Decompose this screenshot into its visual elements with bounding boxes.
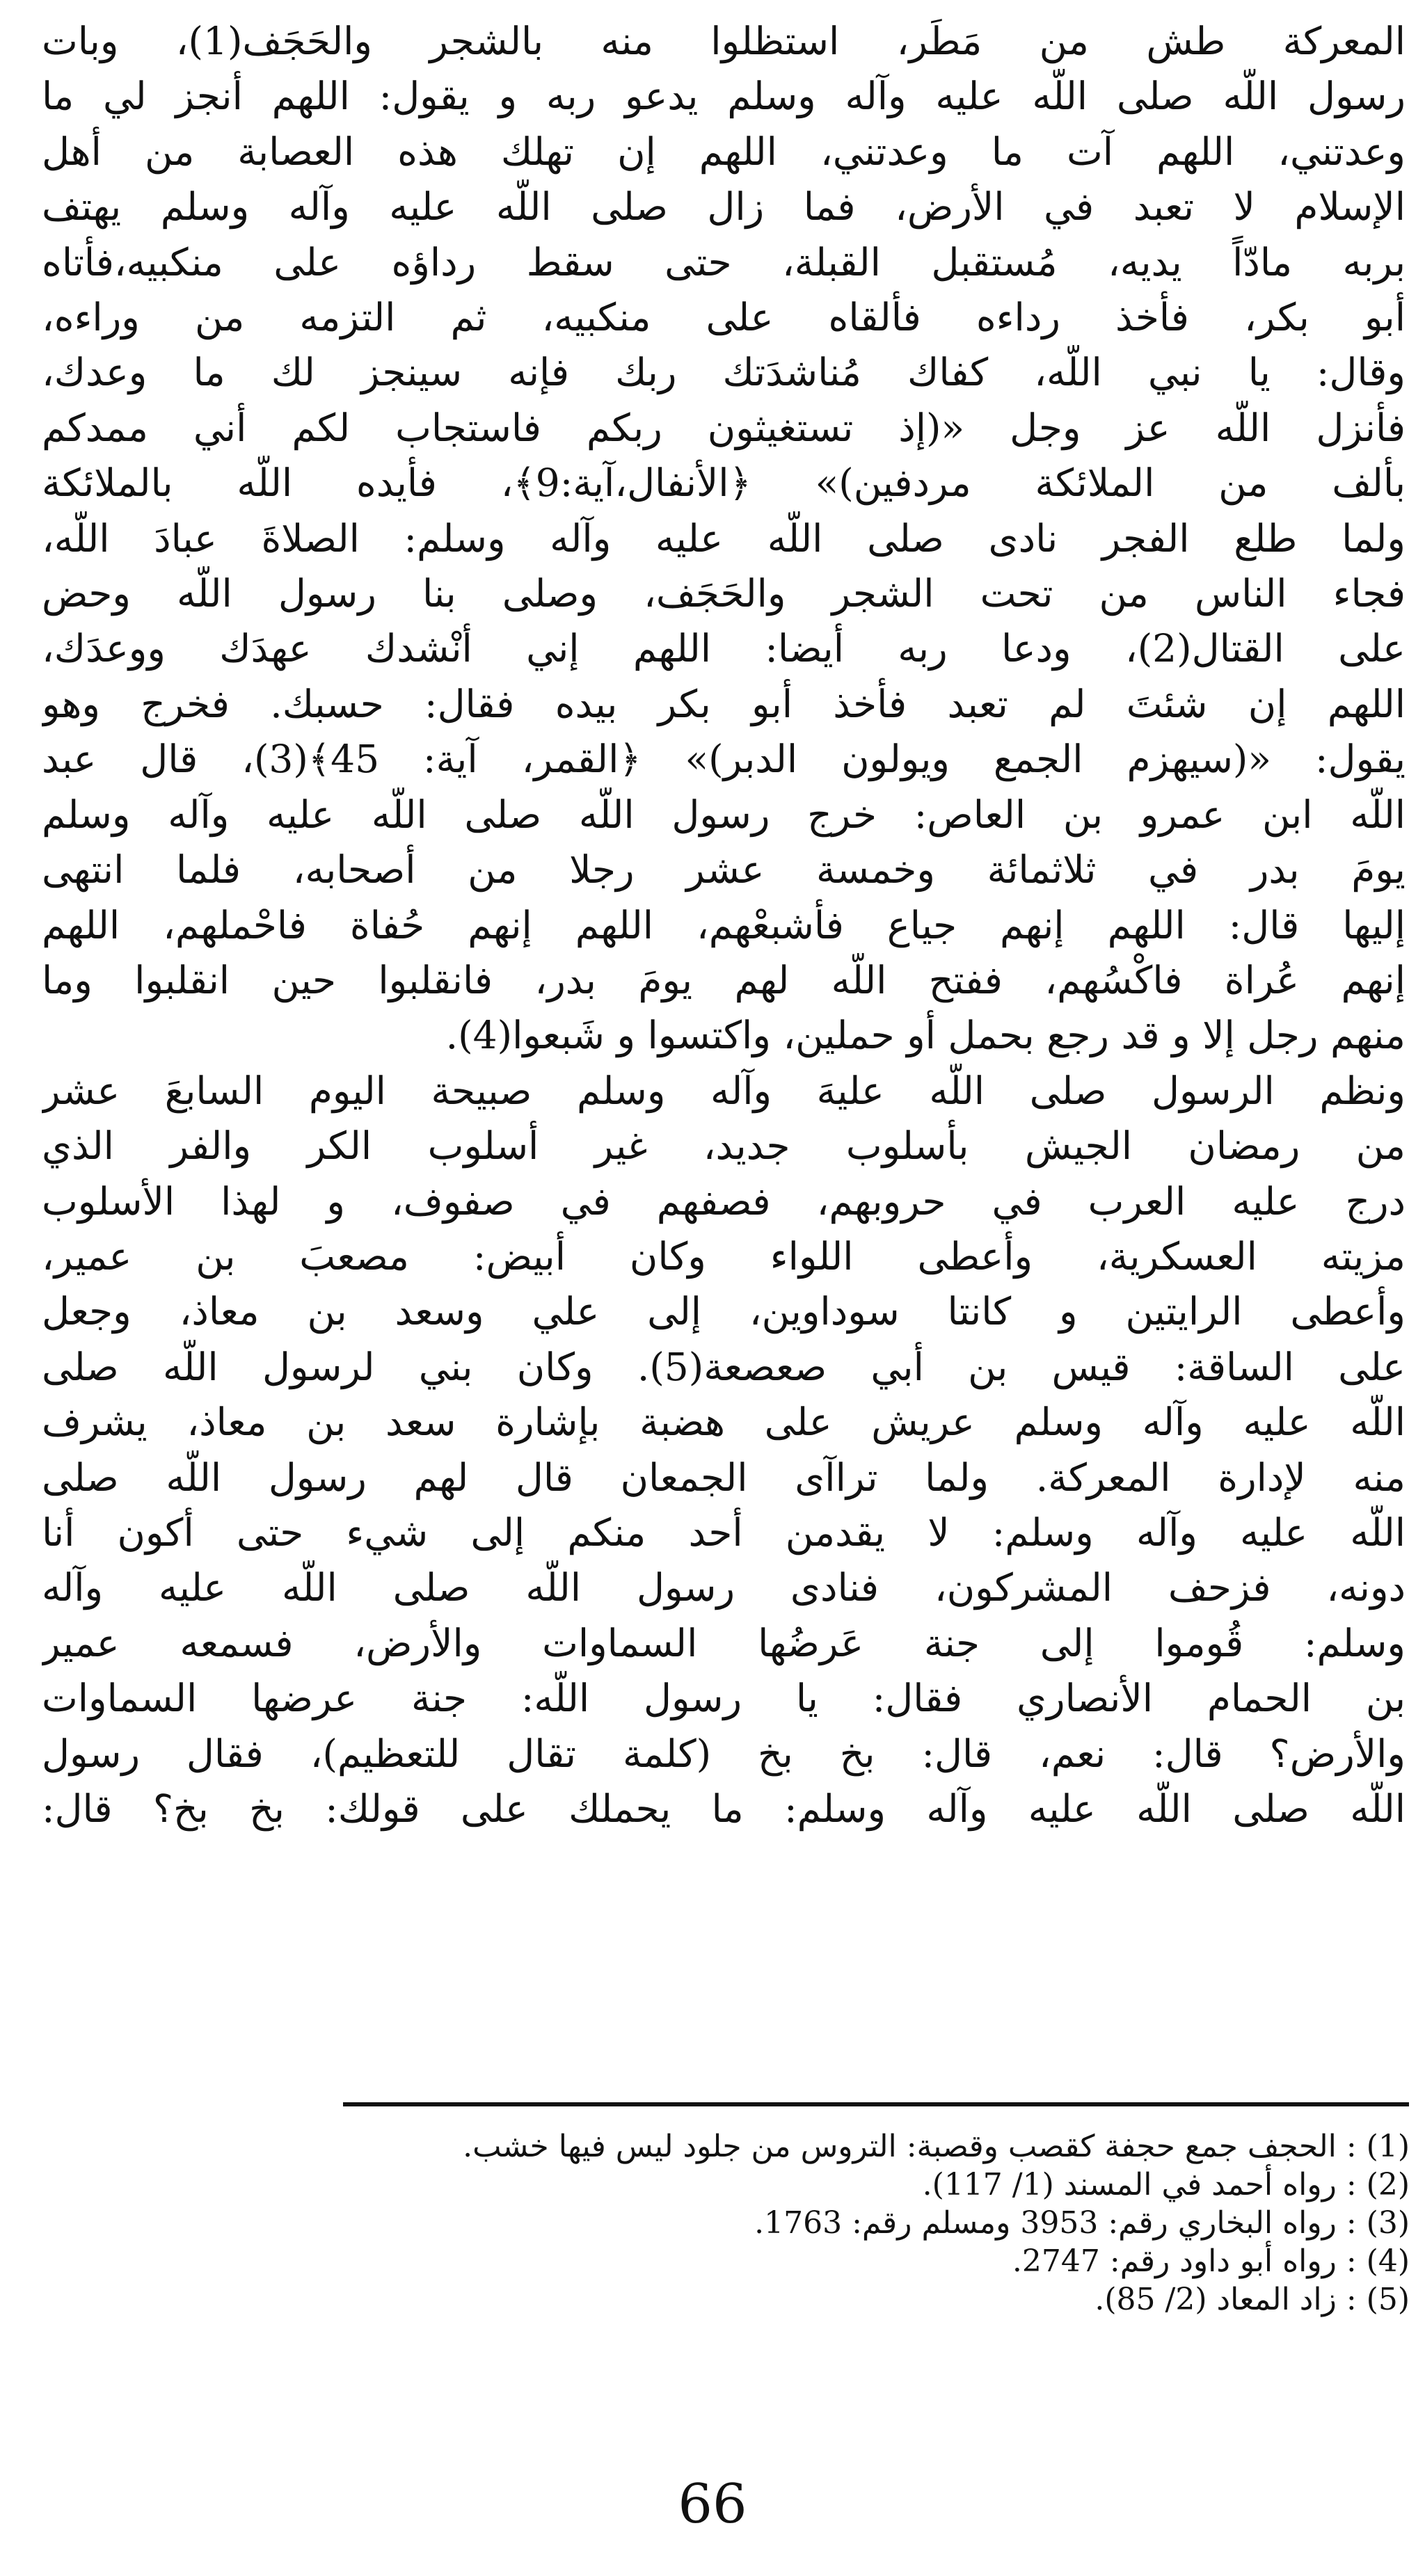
body-line: بربه مادّاً يديه، مُستقبل القبلة، حتى سقط رداؤه على منكبيه،فأتاه bbox=[42, 239, 1406, 285]
main-text-block bbox=[42, 14, 1406, 2087]
body-line: وقال: يا نبي اللّه، كفاك مُناشدَتك ربك فإنه سينجز لك ما وعدك، bbox=[42, 350, 1406, 395]
body-line: منه لإدارة المعركة. ولما تراآى الجمعان قال لهم رسول اللّه صلى bbox=[42, 1455, 1406, 1500]
footnote: (1) : الحجف جمع حجفة كقصب وقصبة: التروس من جلود ليس فيها خشب. bbox=[463, 2129, 1410, 2164]
body-line: اللّه عليه وآله وسلم: لا يقدمن أحد منكم إلى شيء حتى أكون أنا bbox=[42, 1510, 1406, 1555]
footnote: (4) : رواه أبو داود رقم: 2747. bbox=[1012, 2243, 1410, 2279]
body-line: ولما طلع الفجر نادى صلى اللّه عليه وآله وسلم: الصلاةَ عبادَ اللّه، bbox=[42, 515, 1406, 561]
body-line: ونظم الرسول صلى اللّه عليهَ وآله وسلم صبيحة اليوم السابعَ عشر bbox=[42, 1068, 1406, 1113]
body-line: فأنزل اللّه عز وجل «(إذ تستغيثون ربكم فاستجاب لكم أني ممدكم bbox=[42, 405, 1406, 450]
body-line: اللهم إن شئتَ لم تعبد فأخذ أبو بكر بيده فقال: حسبك. فخرج وهو bbox=[42, 681, 1406, 726]
body-line: بألف من الملائكة مردفين)» ﴿الأنفال،آية:9﴾، فأيده اللّه بالملائكة bbox=[42, 461, 1406, 506]
body-line: اللّه صلى اللّه عليه وآله وسلم: ما يحملك على قولك: بخ بخ؟ قال: bbox=[42, 1786, 1406, 1831]
body-line: أبو بكر، فأخذ رداءه فألقاه على منكبيه، ثم التزمه من وراءه، bbox=[42, 295, 1406, 340]
main-paragraph bbox=[42, 14, 1406, 1064]
footnote: (2) : رواه أحمد في المسند (1/ 117). bbox=[922, 2167, 1410, 2202]
body-line: درج عليه العرب في حروبهم، فصفهم في صفوف، و لهذا الأسلوب bbox=[42, 1178, 1406, 1224]
body-line: اللّه عليه وآله وسلم عريش على هضبة بإشارة سعد بن معاذ، يشرف bbox=[42, 1400, 1406, 1445]
page-number: 66 bbox=[678, 2473, 747, 2536]
body-line: إنهم عُراة فاكْسُهم، ففتح اللّه لهم يومَ بدر، فانقلبوا حين انقلبوا وما bbox=[42, 957, 1406, 1002]
body-line: فجاء الناس من تحت الشجر والحَجَف، وصلى بنا رسول اللّه وحض bbox=[42, 571, 1406, 616]
body-line: على الساقة: قيس بن أبي صعصعة(5). وكان بني لرسول اللّه صلى bbox=[42, 1344, 1406, 1389]
body-line: مزيته العسكرية، وأعطى اللواء وكان أبيض: مصعبَ بن عمير، bbox=[42, 1233, 1406, 1279]
body-line: الإسلام لا تعبد في الأرض، فما زال صلى اللّه عليه وآله وسلم يهتف bbox=[42, 184, 1406, 230]
body-line: يومَ بدر في ثلاثمائة وخمسة عشر رجلا من أصحابه، فلما انتهى bbox=[42, 847, 1406, 893]
body-line: إليها قال: اللهم إنهم جياع فأشبعْهم، اللهم إنهم حُفاة فاحْملهم، اللهم bbox=[42, 902, 1406, 947]
body-line: دونه، فزحف المشركون، فنادى رسول اللّه صلى اللّه عليه وآله bbox=[42, 1565, 1406, 1610]
main-paragraph bbox=[42, 1064, 1406, 1837]
footnote: (3) : رواه البخاري رقم: 3953 ومسلم رقم: 1763. bbox=[754, 2205, 1410, 2241]
body-line: بن الحمام الأنصاري فقال: يا رسول اللّه: جنة عرضها السماوات bbox=[42, 1676, 1406, 1721]
body-line: وسلم: قُوموا إلى جنة عَرضُها السماوات والأرض، فسمعه عمير bbox=[42, 1620, 1406, 1665]
body-line: وعدتني، اللهم آت ما وعدتني، اللهم إن تهلك هذه العصابة من أهل bbox=[42, 129, 1406, 174]
body-line: على القتال(2)، ودعا ربه أيضا: اللهم إني أنْشدك عهدَك ووعدَك، bbox=[42, 626, 1406, 671]
body-line: من رمضان الجيش بأسلوب جديد، غير أسلوب الكر والفر الذي bbox=[42, 1123, 1406, 1169]
body-line: والأرض؟ قال: نعم، قال: بخ بخ (كلمة تقال للتعظيم)، فقال رسول bbox=[42, 1731, 1406, 1776]
footnotes-block bbox=[111, 2127, 1410, 2319]
body-line: المعركة طش من مَطَر، استظلوا منه بالشجر والحَجَف(1)، وبات bbox=[42, 19, 1406, 63]
body-line: يقول: «(سيهزم الجمع ويولون الدبر)» ﴿القمر، آية: 45﴾(3)، قال عبد bbox=[42, 737, 1406, 782]
footnote-separator bbox=[343, 2102, 1409, 2106]
body-line: منهم رجل إلا و قد رجع بحمل أو حملين، واكتسوا و شَبعوا(4). bbox=[445, 1013, 1406, 1058]
footnote: (5) : زاد المعاد (2/ 85). bbox=[1094, 2282, 1410, 2317]
body-line: وأعطى الرايتين و كانتا سوداوين، إلى علي وسعد بن معاذ، وجعل bbox=[42, 1289, 1406, 1334]
body-line: رسول اللّه صلى اللّه عليه وآله وسلم يدعو ربه و يقول: اللهم أنجز لي ما bbox=[42, 74, 1406, 119]
body-line: اللّه ابن عمرو بن العاص: خرج رسول اللّه صلى اللّه عليه وآله وسلم bbox=[42, 792, 1406, 837]
